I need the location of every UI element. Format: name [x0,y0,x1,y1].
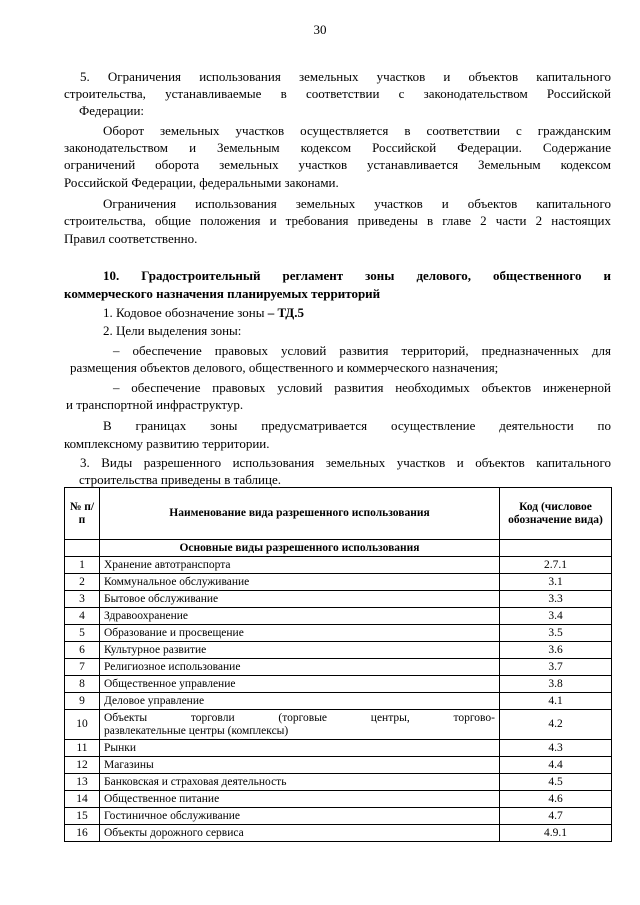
row-number: 13 [65,774,100,791]
bounds-line1: В границах зоны предусматривается осуществление деятельности по [103,418,611,433]
row-use-name: Культурное развитие [100,642,500,659]
section10-title-line2: коммерческого назначения планируемых территорий [64,286,381,301]
header-name: Наименование вида разрешенного использования [100,488,500,540]
section5-para1-line1: Оборот земельных участков осуществляется в соответствии с гражданским [103,123,611,138]
section5-para1-line2: законодательством и Земельным кодексом Российской Федерации. Содержание [64,140,611,155]
goal1-line1: – обеспечение правовых условий развития территорий, предназначенных для [113,343,611,358]
zone-code-value: – ТД.5 [267,305,304,320]
row-code: 4.2 [500,710,612,740]
table-row [65,625,612,642]
row-use-name: Коммунальное обслуживание [100,574,500,591]
types-line1: 3. Виды разрешенного использования земельных участков и объектов капитального [80,455,611,470]
row-use-name [100,710,500,740]
row-use-name: Общественное питание [100,791,500,808]
row-use-name: Деловое управление [100,693,500,710]
row-number: 15 [65,808,100,825]
row-code: 3.8 [500,676,612,693]
zone-code-line [103,305,304,322]
row-code: 4.7 [500,808,612,825]
table-row [65,791,612,808]
row-number: 16 [65,825,100,842]
row-use-name: Гостиничное обслуживание [100,808,500,825]
row-code: 4.3 [500,740,612,757]
row-number: 9 [65,693,100,710]
page-number: 30 [313,22,327,37]
row-use-name: Банковская и страховая деятельность [100,774,500,791]
row-use-name: Хранение автотранспорта [100,557,500,574]
section5-heading-line1: 5. Ограничения использования земельных участков и объектов капитального [80,69,611,84]
table-row [65,642,612,659]
table-row [65,676,612,693]
row-number: 8 [65,676,100,693]
section5-para2-line3: Правил соответственно. [64,231,198,246]
section5-para1-line3: ограничений оборота земельных участков устанавливается Земельным кодексом [64,157,611,172]
row-number: 7 [65,659,100,676]
row-code: 4.6 [500,791,612,808]
table-row [65,757,612,774]
row-use-name-line1: Объекты торговли (торговые центры, торгово- [104,711,495,724]
permitted-uses-table [64,487,612,842]
table-row [65,557,612,574]
row-code: 3.6 [500,642,612,659]
section10-title-line1: 10. Градостроительный регламент зоны делового, общественного и [103,268,611,283]
row-number: 1 [65,557,100,574]
group-label: Основные виды разрешенного использования [100,540,500,557]
table-row [65,825,612,842]
zone-code-label: 1. Кодовое обозначение зоны [103,305,265,320]
header-code: Код (числовое обозначение вида) [500,488,612,540]
section5-heading-line3: Федерации: [79,103,145,118]
row-number: 12 [65,757,100,774]
row-code: 3.3 [500,591,612,608]
section5-para1-line4: Российской Федерации, федеральными законами. [64,175,339,190]
row-use-name: Религиозное использование [100,659,500,676]
row-code: 3.4 [500,608,612,625]
row-code: 4.4 [500,757,612,774]
row-use-name-line2: развлекательные центры (комплексы) [104,724,289,737]
table-header-row [65,488,612,540]
row-use-name: Магазины [100,757,500,774]
row-code: 4.9.1 [500,825,612,842]
group-row [65,540,612,557]
row-code: 3.1 [500,574,612,591]
section5-heading-line2: строительства, устанавливаемые в соответствии с законодательством Российской [64,86,611,101]
bounds-line2: комплексному развитию территории. [64,436,270,451]
table-row [65,774,612,791]
row-use-name: Рынки [100,740,500,757]
row-use-name: Объекты дорожного сервиса [100,825,500,842]
goal1-line2: размещения объектов делового, общественного и коммерческого назначения; [70,360,499,375]
row-use-name: Общественное управление [100,676,500,693]
row-code: 3.7 [500,659,612,676]
types-line2: строительства приведены в таблице. [79,472,281,487]
section5-para2-line1: Ограничения использования земельных участков и объектов капитального [103,196,611,211]
row-number: 10 [65,710,100,740]
row-use-name: Образование и просвещение [100,625,500,642]
table-row [65,659,612,676]
table-row [65,740,612,757]
row-code: 4.5 [500,774,612,791]
row-code: 2.7.1 [500,557,612,574]
zone-goals-label: 2. Цели выделения зоны: [103,323,242,338]
row-number: 3 [65,591,100,608]
row-number: 14 [65,791,100,808]
table-row [65,693,612,710]
goal2-line1: – обеспечение правовых условий развития необходимых объектов инженерной [113,380,611,395]
row-number: 6 [65,642,100,659]
row-code: 3.5 [500,625,612,642]
row-number: 11 [65,740,100,757]
table-row [65,574,612,591]
section5-para2-line2: строительства, общие положения и требования приведены в главе 2 части 2 настоящих [64,213,611,228]
table-row [65,808,612,825]
row-number: 5 [65,625,100,642]
row-number: 2 [65,574,100,591]
header-num: № п/ п [65,488,100,540]
table-row [65,608,612,625]
row-use-name: Бытовое обслуживание [100,591,500,608]
row-code: 4.1 [500,693,612,710]
table-row [65,591,612,608]
goal2-line2: и транспортной инфраструктур. [66,397,244,412]
row-use-name: Здравоохранение [100,608,500,625]
row-number: 4 [65,608,100,625]
table-row [65,710,612,740]
